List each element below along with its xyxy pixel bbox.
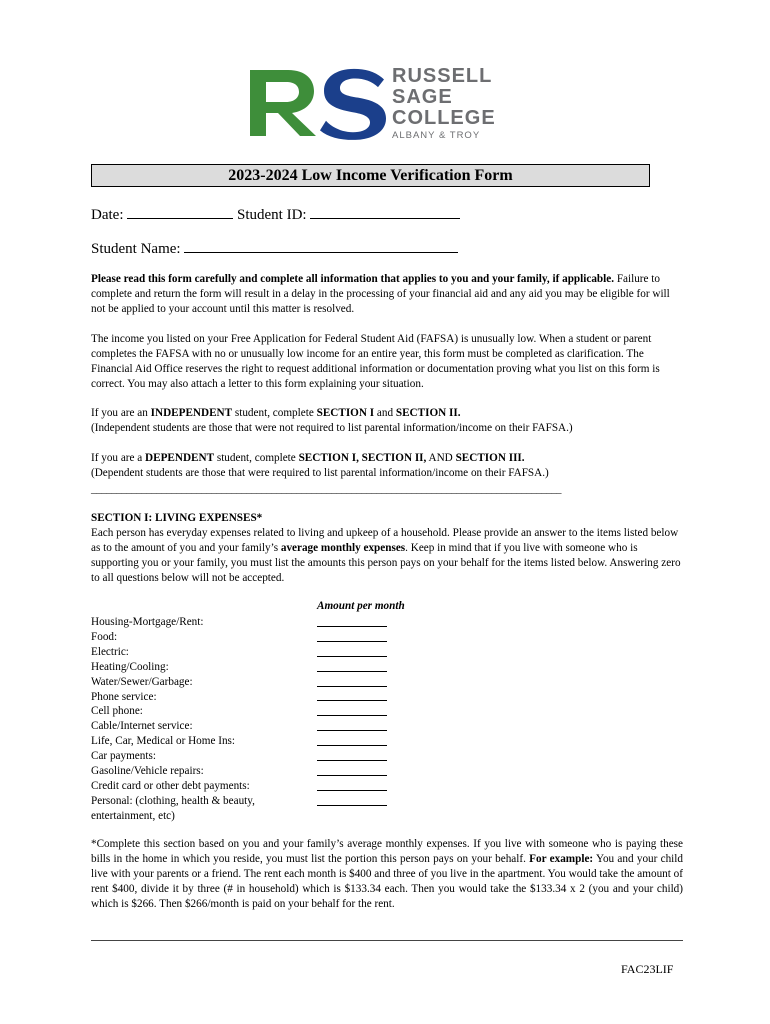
dependent-text-e: AND [426,452,456,464]
amount-field-cable[interactable] [317,719,387,731]
fafsa-paragraph: The income you listed on your Free Application for Federal Student Aid (FAFSA) is unusually low. When a student or parent completes the FAFSA with no or unusually low income for an entire year, this form must be completed as clarification. The Financial Aid Office reserves the right to request additional information or documentation proving what you list on this form is correct. You may also attach a letter to this form explaining your situation. [91,333,660,390]
dependent-instructions [91,451,683,481]
independent-keyword: INDEPENDENT [150,407,233,419]
intro-bold-text: Please read this form carefully and complete all information that applies to you and your family, if applicable. [91,273,615,285]
form-code: FAC23LIF [621,962,674,976]
logo-wordmark [392,66,496,141]
expense-label: Heating/Cooling: [91,660,169,673]
expense-label: Credit card or other debt payments: [91,779,250,792]
dependent-text-a: If you are a [91,452,146,464]
intro-paragraph [91,272,683,317]
amount-column [317,615,387,809]
footnote-text-b: You and your child live with your parents or a friend. The rent each month is $400 and three of you live in the apartment. You would take the amount of rent $400, divide it by three (# in household) which is $133.34 each. Then you would take the $133.34 x 2 (you and your child) which is $266. Then $266/month is paid on your behalf for the rent. [91,853,683,910]
form-title: 2023-2024 Low Income Verification Form [91,164,650,187]
logo-line-2: SAGE [392,86,453,108]
expense-label: Personal: (clothing, health & beauty, [91,794,255,807]
dependent-section-3: SECTION III. [455,452,525,464]
date-label: Date: [91,207,124,223]
amount-field-car-payments[interactable] [317,749,387,761]
expense-label: Car payments: [91,750,156,763]
amount-per-month-header: Amount per month [317,600,405,612]
rs-monogram-icon [248,66,393,140]
section-1-desc-bold: average monthly expenses [280,542,406,554]
amount-field-housing[interactable] [317,615,387,627]
independent-note: (Independent students are those that were not required to list parental information/income on their FAFSA.) [91,422,573,434]
expense-label: Phone service: [91,690,157,703]
expense-label: Life, Car, Medical or Home Ins: [91,735,236,748]
section-1-description [91,526,683,586]
amount-field-credit-card[interactable] [317,779,387,791]
date-id-row [91,204,460,224]
expense-label: Gasoline/Vehicle repairs: [91,765,204,778]
amount-field-food[interactable] [317,630,387,642]
expense-label: entertainment, etc) [91,809,175,822]
amount-field-electric[interactable] [317,645,387,657]
student-name-row [91,238,458,258]
amount-field-personal[interactable] [317,794,387,806]
dependent-keyword: DEPENDENT [145,452,215,464]
dependent-text-c: student, complete [214,452,299,464]
footer-divider [91,940,683,941]
date-field[interactable] [127,204,233,219]
independent-section-2: SECTION II. [395,407,461,419]
logo-line-3: COLLEGE [392,107,496,129]
amount-field-heating[interactable] [317,660,387,672]
amount-field-water[interactable] [317,675,387,687]
amount-field-gasoline[interactable] [317,764,387,776]
logo-line-1: RUSSELL [392,65,493,87]
amount-field-cell[interactable] [317,704,387,716]
expense-label: Electric: [91,645,129,658]
student-id-label: Student ID: [236,207,307,223]
section-1 [91,511,683,586]
expense-label: Water/Sewer/Garbage: [91,675,193,688]
logo-line-4: ALBANY & TROY [392,130,481,141]
separator-line: ______________________________________________________________________________________________ [91,483,561,495]
amount-field-insurance[interactable] [317,734,387,746]
dependent-sections-1-2: SECTION I, SECTION II, [298,452,427,464]
section-1-desc-a: Each person has everyday expenses related to living and upkeep of a household. Please provide an answer to the items listed below as to the amount of you and your family’s [91,527,679,554]
student-name-field[interactable] [184,238,458,253]
expense-label: Housing-Mortgage/Rent: [91,616,204,628]
expense-label: Food: [91,630,118,643]
independent-text-e: and [374,407,396,419]
expense-list [91,615,255,824]
section-1-desc-b: . Keep in mind that if you live with someone who is supporting you or your family, you must list the amounts this person pays on your behalf for the items listed below. Answering zero to all questions below will not be accepted. [91,542,681,584]
footnote-text-a: *Complete this section based on you and your family’s average monthly expenses. If you live with someone who is paying these bills in the home in which you reside, you must list the portion this person pays on your behalf. [91,838,683,865]
independent-text-a: If you are an [91,407,151,419]
student-name-label: Student Name: [91,241,181,257]
independent-section-1: SECTION I [316,407,375,419]
intro-text: Failure to complete and return the form will result in a delay in the processing of your financial aid and any aid you may be eligible for will not be applied to your account until this matter is resolved. [91,273,670,315]
dependent-note: (Dependent students are those that were required to list parental information/income on their FAFSA.) [91,467,549,479]
amount-field-phone[interactable] [317,689,387,701]
independent-text-c: student, complete [232,407,317,419]
student-id-field[interactable] [310,204,460,219]
section-1-heading: SECTION I: LIVING EXPENSES* [91,512,263,524]
independent-instructions [91,406,683,436]
expense-label: Cell phone: [91,705,143,718]
expense-label: Cable/Internet service: [91,720,193,733]
footnote-example-label: For example: [529,853,594,865]
section-1-footnote [91,837,683,912]
